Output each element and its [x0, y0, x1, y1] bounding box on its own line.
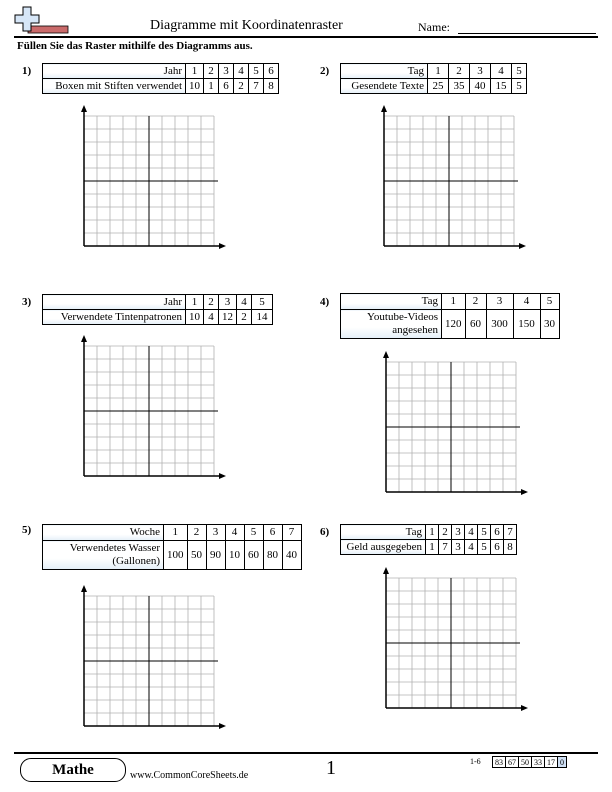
problem-4-grid[interactable]: [378, 350, 522, 490]
table-x-label: Tag: [341, 294, 442, 310]
x-axis-arrow-icon: [521, 489, 528, 495]
table-cell: 12: [219, 310, 237, 325]
table-cell: 60: [244, 541, 263, 570]
table-cell: 40: [470, 79, 491, 94]
problem-5-grid[interactable]: [76, 584, 220, 724]
problem-3-number: 3): [22, 296, 32, 308]
y-axis-arrow-icon: [383, 351, 389, 358]
table-y-label: Gesendete Texte: [341, 79, 428, 94]
x-axis-arrow-icon: [219, 473, 226, 479]
score-cell: 33: [532, 757, 545, 768]
table-cell: 2: [204, 295, 219, 310]
problem-5-table: [42, 524, 302, 570]
x-axis-arrow-icon: [521, 705, 528, 711]
table-cell: 1: [426, 525, 439, 540]
problem-4-number: 4): [320, 296, 330, 308]
score-cell: 0: [558, 757, 567, 768]
page-number: 1: [326, 757, 336, 779]
table-cell: 3: [452, 525, 465, 540]
footer-divider: [14, 752, 598, 754]
problem-2-table: [340, 63, 527, 94]
x-axis-arrow-icon: [219, 723, 226, 729]
table-cell: 5: [244, 525, 263, 541]
table-cell: 2: [187, 525, 206, 541]
problem-2-grid[interactable]: [376, 104, 520, 244]
table-cell: 5: [512, 79, 527, 94]
instructions: Füllen Sie das Raster mithilfe des Diagramms aus.: [17, 40, 253, 52]
y-axis-arrow-icon: [81, 335, 87, 342]
problem-5-number: 5): [22, 524, 32, 536]
table-cell: 60: [465, 310, 486, 339]
table-cell: 10: [186, 310, 204, 325]
page-title: Diagramme mit Koordinatenraster: [150, 18, 343, 33]
y-axis-arrow-icon: [81, 585, 87, 592]
table-cell: 6: [491, 525, 504, 540]
y-axis-arrow-icon: [381, 105, 387, 112]
problem-1-grid[interactable]: [76, 104, 220, 244]
table-cell: 4: [225, 525, 244, 541]
table-cell: 5: [540, 294, 559, 310]
table-cell: 2: [439, 525, 452, 540]
table-cell: 4: [491, 64, 512, 79]
table-y-label-line: Youtube-Videos: [367, 311, 438, 323]
table-y-label-line: (Gallonen): [112, 555, 160, 567]
table-cell: 7: [504, 525, 517, 540]
table-cell: 5: [478, 525, 491, 540]
table-x-label: Tag: [341, 525, 426, 540]
table-cell: 1: [428, 64, 449, 79]
score-cell: 50: [519, 757, 532, 768]
table-cell: 8: [264, 79, 279, 94]
table-cell: 100: [164, 541, 188, 570]
table-cell: 50: [187, 541, 206, 570]
table-cell: 2: [237, 310, 252, 325]
table-cell: 120: [442, 310, 466, 339]
score-cell: 17: [545, 757, 558, 768]
score-cell: 83: [493, 757, 506, 768]
table-cell: 4: [237, 295, 252, 310]
table-cell: 3: [206, 525, 225, 541]
score-cell: 67: [506, 757, 519, 768]
table-cell: 6: [263, 525, 282, 541]
table-cell: 2: [449, 64, 470, 79]
table-x-label: Tag: [341, 64, 428, 79]
table-cell: 5: [478, 540, 491, 555]
x-axis-arrow-icon: [219, 243, 226, 249]
table-x-label: Jahr: [43, 64, 186, 79]
problem-2-number: 2): [320, 65, 330, 77]
problem-1-table: [42, 63, 279, 94]
table-cell: 10: [186, 79, 204, 94]
table-cell: 7: [282, 525, 301, 541]
math-logo-icon: [14, 6, 70, 34]
table-cell: 6: [264, 64, 279, 79]
table-cell: 3: [219, 295, 237, 310]
table-cell: 6: [219, 79, 234, 94]
table-cell: 1: [186, 64, 204, 79]
table-cell: 7: [249, 79, 264, 94]
table-cell: 3: [452, 540, 465, 555]
problem-3-table: [42, 294, 273, 325]
table-cell: 4: [234, 64, 249, 79]
table-cell: 14: [252, 310, 273, 325]
table-cell: 30: [540, 310, 559, 339]
table-cell: 4: [513, 294, 540, 310]
table-cell: 90: [206, 541, 225, 570]
table-cell: 5: [252, 295, 273, 310]
header-divider: [14, 36, 598, 38]
table-cell: 1: [164, 525, 188, 541]
y-axis-arrow-icon: [383, 567, 389, 574]
table-cell: 2: [465, 294, 486, 310]
table-cell: 1: [204, 79, 219, 94]
table-cell: 300: [486, 310, 513, 339]
table-cell: 3: [486, 294, 513, 310]
table-cell: 3: [470, 64, 491, 79]
name-field[interactable]: [458, 33, 596, 34]
table-cell: 1: [442, 294, 466, 310]
y-axis-arrow-icon: [81, 105, 87, 112]
table-cell: 35: [449, 79, 470, 94]
table-cell: 3: [219, 64, 234, 79]
table-cell: 150: [513, 310, 540, 339]
table-y-label-line: Verwendetes Wasser: [69, 542, 160, 554]
table-cell: 4: [204, 310, 219, 325]
table-cell: 5: [249, 64, 264, 79]
table-y-label: [341, 310, 442, 339]
table-cell: 7: [439, 540, 452, 555]
table-cell: 25: [428, 79, 449, 94]
table-y-label: Boxen mit Stiften verwendet: [43, 79, 186, 94]
table-y-label: Verwendete Tintenpatronen: [43, 310, 186, 325]
table-cell: 8: [504, 540, 517, 555]
table-cell: 5: [512, 64, 527, 79]
table-cell: 2: [204, 64, 219, 79]
table-cell: 4: [465, 525, 478, 540]
problem-6-number: 6): [320, 526, 330, 538]
table-cell: 40: [282, 541, 301, 570]
table-cell: 2: [234, 79, 249, 94]
table-cell: 1: [426, 540, 439, 555]
table-cell: 10: [225, 541, 244, 570]
subject-badge: Mathe: [20, 758, 126, 782]
website-link[interactable]: www.CommonCoreSheets.de: [130, 770, 249, 781]
score-table: [492, 756, 567, 768]
table-x-label: Woche: [43, 525, 164, 541]
table-cell: 6: [491, 540, 504, 555]
table-x-label: Jahr: [43, 295, 186, 310]
table-cell: 4: [465, 540, 478, 555]
problem-1-number: 1): [22, 65, 32, 77]
problem-6-table: [340, 524, 517, 555]
name-label: Name:: [418, 20, 450, 34]
problem-4-table: [340, 293, 560, 339]
problem-3-grid[interactable]: [76, 334, 220, 474]
problem-6-grid[interactable]: [378, 566, 522, 706]
table-y-label: Geld ausgegeben: [341, 540, 426, 555]
problem-range: 1-6: [470, 757, 481, 766]
table-cell: 80: [263, 541, 282, 570]
x-axis-arrow-icon: [519, 243, 526, 249]
table-cell: 1: [186, 295, 204, 310]
table-y-label-line: angesehen: [392, 324, 438, 336]
table-cell: 15: [491, 79, 512, 94]
table-y-label: [43, 541, 164, 570]
